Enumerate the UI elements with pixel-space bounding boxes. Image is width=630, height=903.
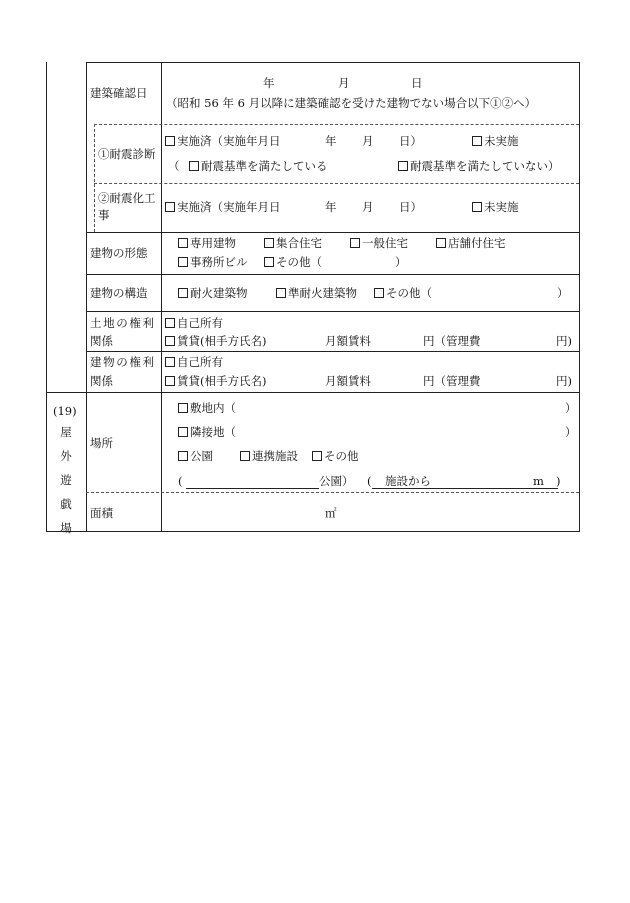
divider-dashed-left: [94, 124, 95, 232]
seismic-diagnosis-open-paren: （: [168, 159, 180, 173]
land-own-option[interactable]: [165, 316, 223, 330]
checkbox-icon[interactable]: [178, 427, 188, 437]
seismic-diagnosis-label: ①耐震診断: [98, 147, 156, 161]
label-char: 権: [129, 355, 141, 369]
seismic-diagnosis-done-option[interactable]: [165, 134, 281, 148]
building-yen-close: 円): [556, 374, 572, 388]
seismic-diagnosis-done-text: 実施済（実施年月日: [177, 134, 281, 148]
location-park-option[interactable]: [178, 449, 213, 463]
building-structure-label: 建物の構造: [90, 286, 148, 300]
seismic-retrofit-month: 月: [362, 200, 374, 214]
option-text: 集合住宅: [276, 236, 322, 250]
seismic-retrofit-label-line2: 事: [98, 208, 110, 222]
land-rights-label-line2: 関係: [90, 334, 113, 348]
seismic-retrofit-day: 日）: [399, 200, 422, 214]
checkbox-icon[interactable]: [178, 403, 188, 413]
checkbox-icon[interactable]: [240, 451, 250, 461]
on-site-close-paren: ）: [565, 401, 577, 415]
meter-unit: m: [533, 474, 544, 488]
label-char: 権: [129, 316, 141, 330]
checkbox-icon[interactable]: [276, 288, 286, 298]
section-number: (19): [53, 404, 77, 418]
label-char: の: [116, 316, 128, 330]
top-border: [86, 62, 579, 63]
checkbox-icon[interactable]: [436, 238, 446, 248]
park-paren-open: (: [178, 474, 183, 488]
option-text: 事務所ビル: [190, 255, 248, 269]
checkbox-icon[interactable]: [398, 161, 408, 171]
label-char: 物: [103, 355, 115, 369]
seismic-diagnosis-not-done-text: 未実施: [484, 134, 519, 148]
label-char: 土: [90, 316, 102, 330]
section-title-char-4: 戯: [60, 497, 72, 511]
checkbox-icon[interactable]: [165, 376, 175, 386]
seismic-not-meets-option[interactable]: [398, 159, 560, 173]
checkbox-icon[interactable]: [165, 357, 175, 367]
seismic-diagnosis-not-done-option[interactable]: [472, 134, 519, 148]
building-form-option-shop-house[interactable]: [436, 236, 506, 250]
seismic-retrofit-not-done-text: 未実施: [484, 200, 519, 214]
label-char: 利: [142, 355, 154, 369]
checkbox-icon[interactable]: [350, 238, 360, 248]
checkbox-icon[interactable]: [165, 202, 175, 212]
seismic-retrofit-done-option[interactable]: [165, 200, 281, 214]
label-char: の: [116, 355, 128, 369]
structure-close-paren: ）: [557, 286, 569, 300]
land-rights-label-text: [90, 316, 154, 330]
outer-left-border: [46, 62, 47, 532]
label-char: 建: [90, 355, 102, 369]
checkbox-icon[interactable]: [312, 451, 322, 461]
divider-line-6: [86, 351, 579, 352]
other-text: その他: [324, 449, 359, 463]
location-other-option[interactable]: [312, 449, 359, 463]
checkbox-icon[interactable]: [374, 288, 384, 298]
building-rights-label-line1: [90, 355, 154, 369]
option-text: 準耐火建築物: [288, 286, 357, 300]
seismic-diagnosis-month: 月: [362, 134, 374, 148]
location-partner-option[interactable]: [240, 449, 298, 463]
option-text: その他（: [386, 286, 432, 300]
checkbox-icon[interactable]: [178, 238, 188, 248]
building-approval-note: （昭和 56 年 6 月以降に建築確認を受けた建物でない場合以下①②へ）: [166, 96, 537, 110]
land-lease-option[interactable]: [165, 334, 266, 348]
location-on-site-option[interactable]: [178, 401, 236, 415]
option-text: 耐火建築物: [190, 286, 248, 300]
section-column-border: [86, 62, 87, 532]
seismic-not-meets-text: 耐震基準を満たしていない）: [410, 159, 560, 173]
building-form-option-apartment[interactable]: [264, 236, 322, 250]
building-yen-mgmt: 円（管理費: [423, 374, 481, 388]
section-title-char-1: 屋: [60, 425, 72, 439]
label-char: 利: [142, 316, 154, 330]
checkbox-icon[interactable]: [472, 202, 482, 212]
checkbox-icon[interactable]: [165, 136, 175, 146]
option-text: その他（: [276, 255, 322, 269]
divider-line-3: [86, 232, 579, 233]
seismic-meets-text: 耐震基準を満たしている: [201, 159, 328, 173]
on-site-text: 敷地内（: [190, 401, 236, 415]
section-title-char-3: 遊: [60, 473, 72, 487]
land-rights-label-line1: [90, 316, 154, 330]
land-own-text: 自己所有: [177, 316, 223, 330]
building-approval-label: 建築確認日: [90, 86, 148, 100]
day-label: 日: [411, 76, 423, 90]
land-monthly-rent: 月額賃料: [325, 334, 371, 348]
checkbox-icon[interactable]: [178, 257, 188, 267]
seismic-meets-option[interactable]: [189, 159, 328, 173]
divider-dashed-1: [94, 124, 579, 125]
from-facility-text: 施設から: [385, 474, 431, 488]
seismic-retrofit-done-text: 実施済（実施年月日: [177, 200, 281, 214]
partner-text: 連携施設: [252, 449, 298, 463]
building-form-option-other[interactable]: [264, 255, 322, 269]
location-adjacent-option[interactable]: [178, 425, 236, 439]
option-text: 専用建物: [190, 236, 236, 250]
option-text: 一般住宅: [362, 236, 408, 250]
checkbox-icon[interactable]: [165, 318, 175, 328]
section-title-char-2: 外: [60, 449, 72, 463]
month-label: 月: [338, 76, 350, 90]
area-label: 面積: [90, 506, 113, 520]
divider-dashed-2: [94, 183, 579, 184]
building-form-label: 建物の形態: [90, 246, 148, 260]
distance-input[interactable]: [372, 488, 558, 489]
seismic-diagnosis-year: 年: [325, 134, 337, 148]
section-title-char-5: 場: [60, 521, 72, 535]
checkbox-icon[interactable]: [264, 257, 274, 267]
building-rights-label-text: [90, 355, 154, 369]
park-name-input[interactable]: [186, 488, 319, 489]
building-lease-text: 賃貸(相手方氏名): [177, 374, 267, 388]
distance-paren-open: (: [367, 474, 372, 488]
building-form-option-dedicated[interactable]: [178, 236, 236, 250]
divider-line-5: [86, 311, 579, 312]
area-unit: ㎡: [325, 506, 337, 520]
park-suffix: 公園）: [319, 474, 354, 488]
structure-option-fireproof[interactable]: [178, 286, 248, 300]
option-text: 店舗付住宅: [448, 236, 506, 250]
adjacent-close-paren: ）: [565, 425, 577, 439]
label-char: 地: [103, 316, 115, 330]
seismic-diagnosis-day: 日）: [399, 134, 422, 148]
checkbox-icon[interactable]: [178, 288, 188, 298]
building-own-option[interactable]: [165, 355, 223, 369]
checkbox-icon[interactable]: [165, 336, 175, 346]
divider-line-7: [46, 392, 579, 393]
land-yen-close: 円): [556, 334, 572, 348]
structure-option-semi-fireproof[interactable]: [276, 286, 357, 300]
divider-line-4: [86, 274, 579, 275]
divider-dashed-8: [86, 492, 579, 493]
outer-right-border: [579, 62, 580, 532]
checkbox-icon[interactable]: [189, 161, 199, 171]
seismic-retrofit-year: 年: [325, 200, 337, 214]
seismic-retrofit-not-done-option[interactable]: [472, 200, 519, 214]
park-text: 公園: [190, 449, 213, 463]
checkbox-icon[interactable]: [264, 238, 274, 248]
building-own-text: 自己所有: [177, 355, 223, 369]
land-yen-mgmt: 円（管理費: [423, 334, 481, 348]
building-form-option-office[interactable]: [178, 255, 248, 269]
land-lease-text: 賃貸(相手方氏名): [177, 334, 267, 348]
distance-paren-close: ): [556, 474, 561, 488]
adjacent-text: 隣接地（: [190, 425, 236, 439]
checkbox-icon[interactable]: [178, 451, 188, 461]
building-monthly-rent: 月額賃料: [325, 374, 371, 388]
building-form-option-house[interactable]: [350, 236, 408, 250]
year-label: 年: [263, 76, 275, 90]
structure-option-other[interactable]: [374, 286, 432, 300]
location-label: 場所: [90, 436, 113, 450]
label-column-border: [161, 62, 162, 532]
seismic-retrofit-label-line1: ②耐震化工: [98, 191, 156, 205]
building-rights-label-line2: 関係: [90, 374, 113, 388]
building-form-close-paren: ）: [395, 255, 407, 269]
checkbox-icon[interactable]: [472, 136, 482, 146]
bottom-border: [46, 531, 579, 532]
building-lease-option[interactable]: [165, 374, 266, 388]
